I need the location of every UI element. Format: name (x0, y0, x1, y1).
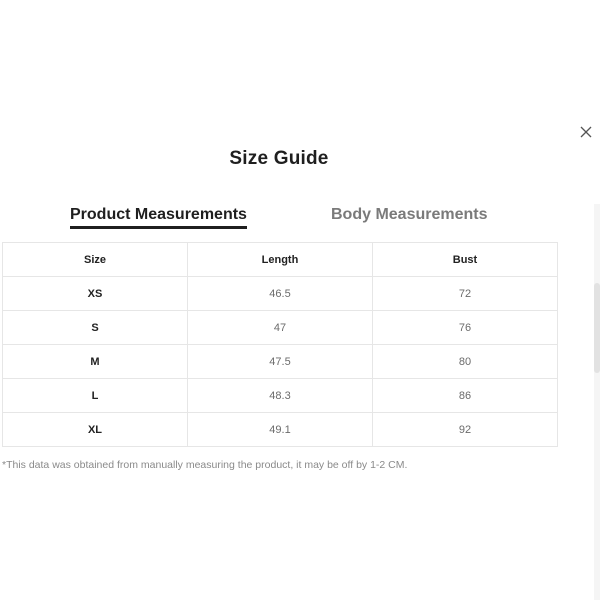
column-header-length: Length (188, 243, 373, 277)
length-cell: 49.1 (188, 413, 373, 447)
table-row (3, 311, 558, 345)
size-cell: XL (3, 413, 188, 447)
measurement-note: *This data was obtained from manually measuring the product, it may be off by 1-2 CM. (2, 459, 408, 471)
bust-cell: 86 (373, 379, 558, 413)
column-header-bust: Bust (373, 243, 558, 277)
table-row (3, 413, 558, 447)
bust-cell: 80 (373, 345, 558, 379)
size-cell: L (3, 379, 188, 413)
scrollbar-thumb[interactable] (594, 283, 600, 373)
table-row (3, 379, 558, 413)
close-button[interactable] (578, 124, 594, 140)
column-header-size: Size (3, 243, 188, 277)
size-cell: S (3, 311, 188, 345)
table-row (3, 345, 558, 379)
bust-cell: 72 (373, 277, 558, 311)
table-header-row (3, 243, 558, 277)
length-cell: 47 (188, 311, 373, 345)
tab-product-measurements[interactable]: Product Measurements (70, 206, 247, 229)
table-row (3, 277, 558, 311)
close-icon (578, 124, 594, 140)
length-cell: 47.5 (188, 345, 373, 379)
scrollbar-track[interactable] (594, 204, 600, 600)
size-table (2, 242, 558, 447)
tab-body-measurements[interactable]: Body Measurements (331, 206, 488, 223)
size-cell: M (3, 345, 188, 379)
size-cell: XS (3, 277, 188, 311)
bust-cell: 92 (373, 413, 558, 447)
modal-title: Size Guide (229, 148, 329, 169)
length-cell: 48.3 (188, 379, 373, 413)
bust-cell: 76 (373, 311, 558, 345)
length-cell: 46.5 (188, 277, 373, 311)
